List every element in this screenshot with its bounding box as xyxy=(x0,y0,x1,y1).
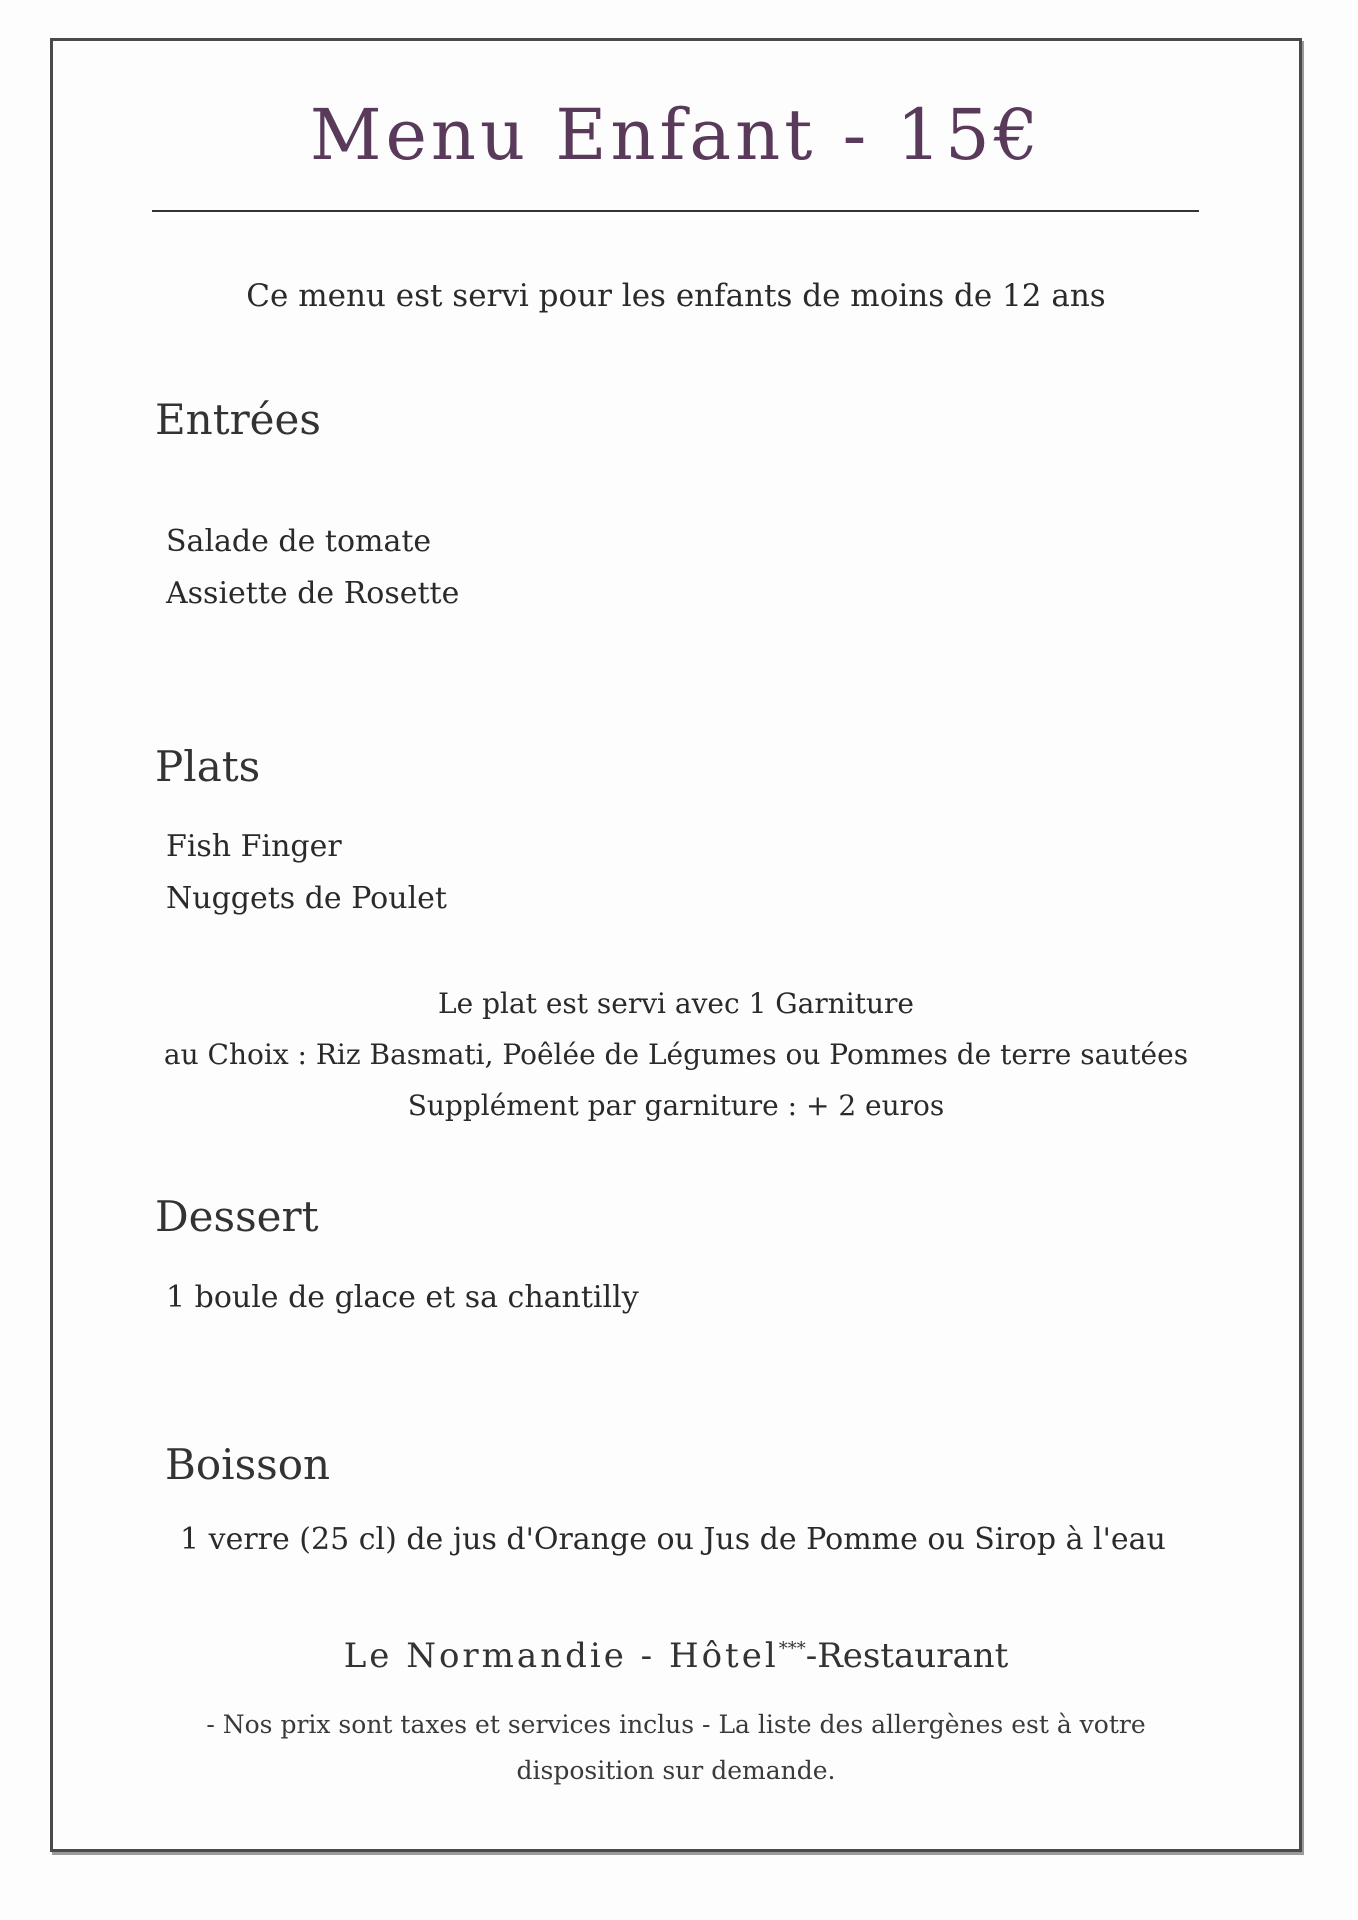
menu-item: Salade de tomate xyxy=(166,524,432,559)
section-plats-items xyxy=(166,821,447,925)
menu-item: Nuggets de Poulet xyxy=(166,881,447,916)
footer-note-line: disposition sur demande. xyxy=(516,1756,836,1785)
garniture-note-line: Le plat est servi avec 1 Garniture xyxy=(438,987,914,1020)
section-title-boisson: Boisson xyxy=(165,1440,331,1489)
footer-note-line: - Nos prix sont taxes et services inclus - La liste des allergènes est à votre xyxy=(206,1710,1146,1739)
menu-item: Assiette de Rosette xyxy=(166,576,460,611)
garniture-note-line: au Choix : Riz Basmati, Poêlée de Légumes ou Pommes de terre sautées xyxy=(163,1038,1189,1071)
restaurant-name xyxy=(50,1636,1302,1676)
section-title-plats: Plats xyxy=(155,742,261,791)
garniture-note-line: Supplément par garniture : + 2 euros xyxy=(407,1089,945,1122)
section-dessert-items xyxy=(166,1272,639,1324)
menu-item: Fish Finger xyxy=(166,829,342,864)
title-divider xyxy=(152,210,1199,212)
menu-item: 1 verre (25 cl) de jus d'Orange ou Jus de Pomme ou Sirop à l'eau xyxy=(180,1522,1166,1557)
footer-note xyxy=(200,1702,1152,1794)
menu-item: 1 boule de glace et sa chantilly xyxy=(166,1280,639,1315)
section-entrees-items xyxy=(166,516,459,620)
hotel-stars: *** xyxy=(778,1638,806,1660)
menu-title: Menu Enfant - 15€ xyxy=(309,94,1043,176)
menu-intro: Ce menu est servi pour les enfants de moins de 12 ans xyxy=(246,278,1106,314)
section-title-entrees: Entrées xyxy=(155,395,321,444)
section-boisson-items xyxy=(180,1514,1166,1566)
garniture-note xyxy=(50,978,1302,1131)
restaurant-suffix: -Restaurant xyxy=(805,1636,1009,1676)
hotel-name: Le Normandie - Hôtel xyxy=(343,1636,779,1676)
section-title-dessert: Dessert xyxy=(155,1192,319,1241)
